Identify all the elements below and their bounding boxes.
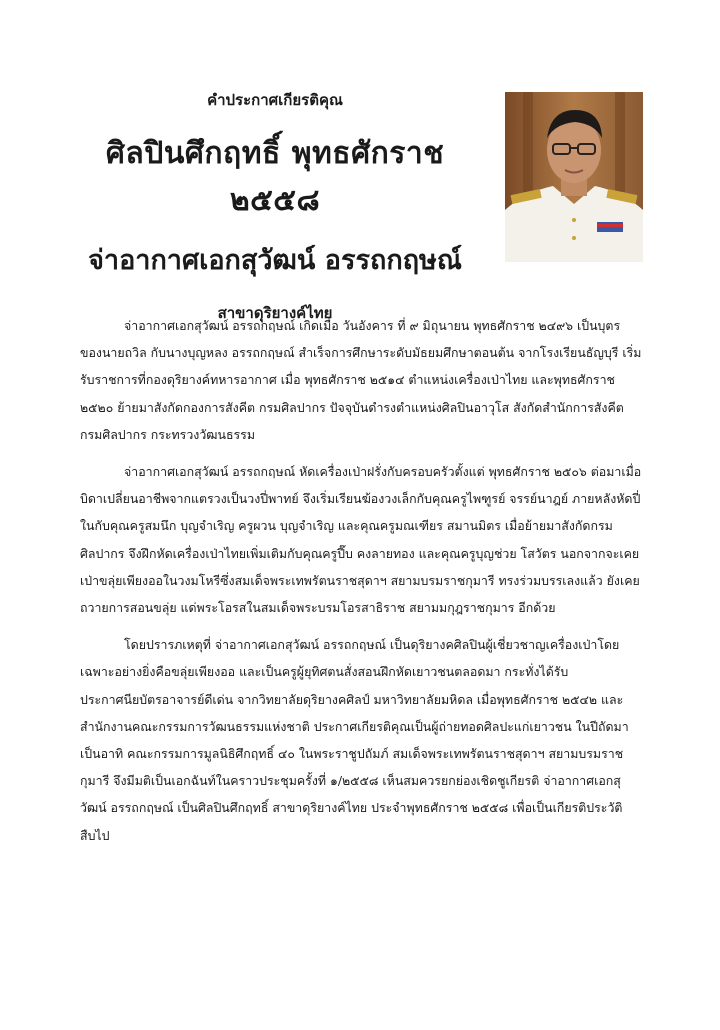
document-title: ศิลปินศึกฤทธิ์ พุทธศักราช ๒๕๕๘ xyxy=(105,136,445,218)
document-caption: คำประกาศเกียรติคุณ xyxy=(207,91,343,109)
portrait-illustration xyxy=(505,92,643,262)
paragraph-training: จ่าอากาศเอกสุวัฒน์ อรรถกฤษณ์ หัดเครื่องเป่าฝรั่งกับครอบครัวตั้งแต่ พุทธศักราช ๒๕๐๖ ต่อมาเมื่อบิดาเปลี่ยนอาชีพจากแตรวงเป็นวงปี่พาทย์ จึงเริ่มเรียนฆ้องวงเล็กกับคุณครูไพฑูรย์ จรรย์นาฎย์ ภายหลังหัดปี่ในกับคุณครูสมนึก บุญจำเริญ ครูผวน บุญจำเริญ และคุณครูมณเฑียร สมานมิตร เมื่อย้ายมาสังกัดกรมศิลปากร จึงฝึกหัดเครื่องเป่าไทยเพิ่มเติมกับคุณครูปี๊บ คงลายทอง และคุณครูบุญช่วย โสวัตร นอกจากจะเคยเป่าขลุ่ยเพียงออในวงมโหรีซึ่งสมเด็จพระเทพรัตนราชสุดาฯ สยามบรมราชกุมารี ทรงร่วมบรรเลงแล้ว ยังเคยถวายการสอนขลุ่ย แด่พระโอรสในสมเด็จพระบรมโอรสาธิราช สยามมกุฎราชกุมาร อีกด้วย xyxy=(80,464,642,616)
paragraph-honor: โดยปรารภเหตุที่ จ่าอากาศเอกสุวัฒน์ อรรถกฤษณ์ เป็นดุริยางคศิลปินผู้เชี่ยวชาญเครื่องเป่าโดยเฉพาะอย่างยิ่งคือขลุ่ยเพียงออ และเป็นครูผู้ยุทิศตนสั่งสอนฝึกหัดเยาวชนตลอดมา กระทั่งได้รับประกาศนียบัตรอาจารย์ดีเด่น จากวิทยาลัยดุริยางคศิลป์ มหาวิทยาลัยมหิดล เมื่อพุทธศักราช ๒๕๔๒ และสำนักงานคณะกรรมการวัฒนธรรมแห่งชาติ ประกาศเกียรติคุณเป็นผู้ถ่ายทอดศิลปะแก่เยาวชน ในปีถัดมา เป็นอาทิ คณะกรรมการมูลนิธิศึกฤทธิ์ ๔๐ ในพระราชูปถัมภ์ สมเด็จพระเทพรัตนราชสุดาฯ สยามบรมราชกุมารี จึงมีมติเป็นเอกฉันท์ในคราวประชุมครั้งที่ ๑/๒๕๕๘ เห็นสมควรยกย่องเชิดชูเกียรติ จ่าอากาศเอกสุวัฒน์ อรรถกฤษณ์ เป็นศิลปินศึกฤทธิ์ สาขาดุริยางค์ไทย ประจำพุทธศักราช ๒๕๕๘ เพื่อเป็นเกียรติประวัติสืบไป xyxy=(80,637,629,843)
body-text xyxy=(80,312,642,859)
honoree-name: จ่าอากาศเอกสุวัฒน์ อรรถกฤษณ์ xyxy=(88,245,462,276)
paragraph-biography: จ่าอากาศเอกสุวัฒน์ อรรถกฤษณ์ เกิดเมื่อ วันอังคาร ที่ ๙ มิถุนายน พุทธศักราช ๒๔๙๖ เป็นบุตรของนายถวิล กับนางบุญหลง อรรถกฤษณ์ สำเร็จการศึกษาระดับมัธยมศึกษาตอนต้น จากโรงเรียนธัญบุรี เริ่มรับราชการที่กองดุริยางค์ทหารอากาศ เมื่อ พุทธศักราช ๒๕๑๔ ตำแหน่งเครื่องเป่าไทย และพุทธศักราช ๒๕๒๐ ย้ายมาสังกัดกองการสังคีต กรมศิลปากร ปัจจุบันดำรงตำแหน่งศิลปินอาวุโส สังกัดสำนักการสังคีต กรมศิลปากร กระทรวงวัฒนธรรม xyxy=(80,318,642,442)
field-branch: สาขาดุริยางค์ไทย xyxy=(217,304,333,322)
header-block xyxy=(60,88,490,325)
portrait-photo xyxy=(505,92,643,262)
